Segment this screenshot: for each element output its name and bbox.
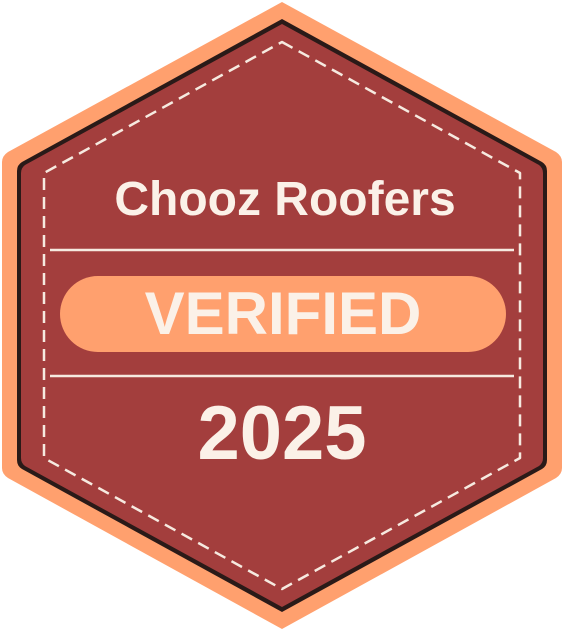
badge-year: 2025 bbox=[197, 391, 367, 476]
badge-status-label: VERIFIED bbox=[144, 280, 422, 347]
badge-brand-name: Chooz Roofers bbox=[114, 173, 456, 226]
